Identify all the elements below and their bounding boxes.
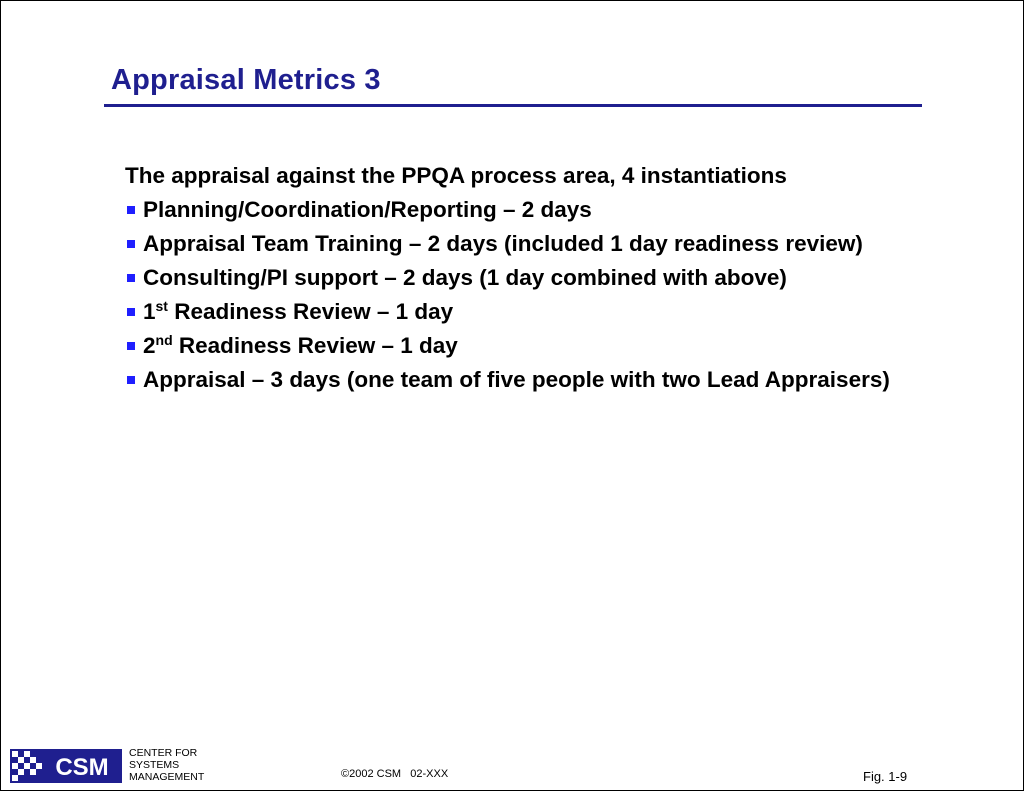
page-title: Appraisal Metrics 3 [111,64,381,96]
bullet-item [125,196,915,223]
bullet-text: Appraisal Team Training – 2 days (included 1 day readiness review) [143,231,863,256]
bullet-square-icon [127,206,135,214]
ordinal-suffix: nd [155,332,173,348]
bullet-square-icon [127,274,135,282]
org-line: CENTER FOR [129,747,198,759]
bullet-item [125,264,915,291]
intro-text: The appraisal against the PPQA process area, 4 instantiations [125,163,787,188]
ordinal-suffix: st [155,298,168,314]
title-underline [104,104,922,107]
bullet-text: Readiness Review – 1 day [167,299,454,324]
bullet-item [125,366,915,393]
logo-text: CSM [55,754,109,781]
bullet-text: Readiness Review – 1 day [172,333,458,358]
bullet-item [125,332,915,359]
bullet-text-number: 2 [143,333,156,358]
slide-content [125,162,915,400]
csm-logo [10,749,122,783]
bullet-text: Appraisal – 3 days (one team of five people with two Lead Appraisers) [143,367,890,392]
bullet-square-icon [127,342,135,350]
org-line: MANAGEMENT [129,771,205,783]
org-line: SYSTEMS [129,759,180,771]
bullet-item [125,230,915,257]
bullet-square-icon [127,240,135,248]
bullet-square-icon [127,376,135,384]
bullet-text: Planning/Coordination/Reporting – 2 days [143,197,592,222]
bullet-text-number: 1 [143,299,156,324]
bullet-item [125,298,915,325]
figure-number: Fig. 1-9 [863,769,908,784]
org-name [129,747,204,783]
bullet-square-icon [127,308,135,316]
bullet-text: Consulting/PI support – 2 days (1 day combined with above) [143,265,787,290]
copyright-text: ©2002 CSM 02-XXX [341,768,449,780]
bullet-list [125,196,915,393]
